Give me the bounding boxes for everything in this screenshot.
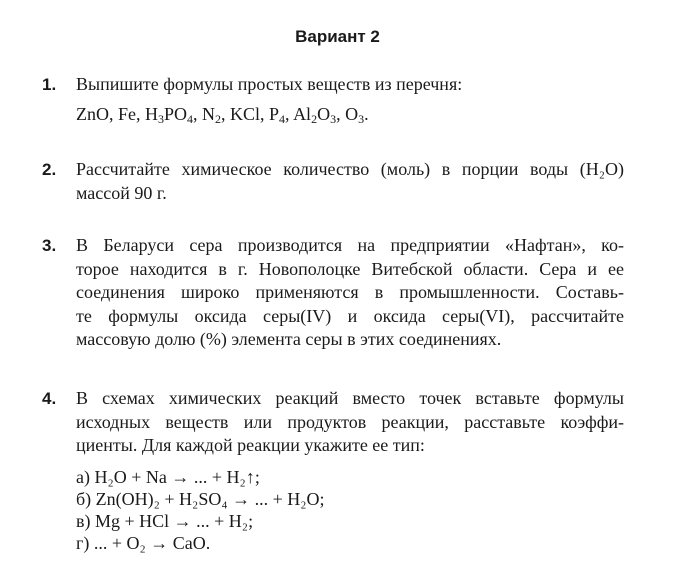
task-number: 3.: [42, 236, 57, 255]
task-text: [76, 73, 624, 126]
formula-fe: Fe: [118, 103, 136, 124]
reaction-d: г) ... + O₂ → CaO.: [76, 532, 211, 553]
task-line: В Беларуси сера производится на предприятии «Нафтан», ко-: [76, 235, 624, 255]
task-text: [76, 234, 624, 352]
page-title: Вариант 2: [295, 27, 380, 46]
task-line: В схемах химических реакций вместо точек вставьте формулы: [76, 388, 624, 408]
reaction-list: [76, 466, 624, 554]
task-line: Рассчитайте химическое количество (моль) в порции воды (H₂O): [76, 159, 624, 179]
task-number: 2.: [42, 160, 57, 179]
task-text: [76, 158, 624, 205]
substance-list: ZnO, Fe, $H_3PO_4$, $N_2$, KCl, $P_4$, $Al_2O_3$, $O_3$.: [76, 103, 369, 126]
reaction-c: в) Mg + HCl → ... + H₂;: [76, 510, 254, 531]
formula-o3: $O_3$: [345, 103, 365, 126]
formula-n2: $N_2$: [202, 103, 222, 126]
task-line: массовую долю (%) элемента серы в этих соединениях.: [76, 329, 502, 349]
task-number: 1.: [42, 75, 57, 94]
task-line: массой 90 г.: [76, 182, 167, 203]
task-line: соединения широко применяются в промышленности. Составь-: [76, 282, 624, 302]
formula-kcl: KCl: [230, 103, 261, 124]
formula-zno: ZnO: [76, 103, 109, 124]
task-line: циенты. Для каждой реакции укажите ее тип:: [76, 435, 425, 455]
formula-al2o3: $Al_2O_3$: [293, 103, 337, 126]
task-line: исходных веществ или продуктов реакции, расставьте коэффи-: [76, 411, 624, 432]
task-text: [76, 387, 624, 554]
task-line: торое находится в г. Новополоцке Витебской области. Сера и ее: [76, 258, 624, 279]
formula-h3po4: $H_3PO_4$: [145, 103, 194, 126]
task-line: те формулы оксида серы(IV) и оксида серы(VI), рассчитайте: [76, 305, 624, 326]
formula-p4: $P_4$: [269, 103, 286, 126]
task-number: 4.: [42, 389, 57, 408]
task-line: Выпишите формулы простых веществ из перечня:: [76, 74, 463, 94]
reaction-b: б) Zn(OH)₂ + H₂SO₄ → ... + H₂O;: [76, 488, 325, 509]
reaction-a: а) H₂O + Na → ... + H₂↑;: [76, 466, 260, 487]
